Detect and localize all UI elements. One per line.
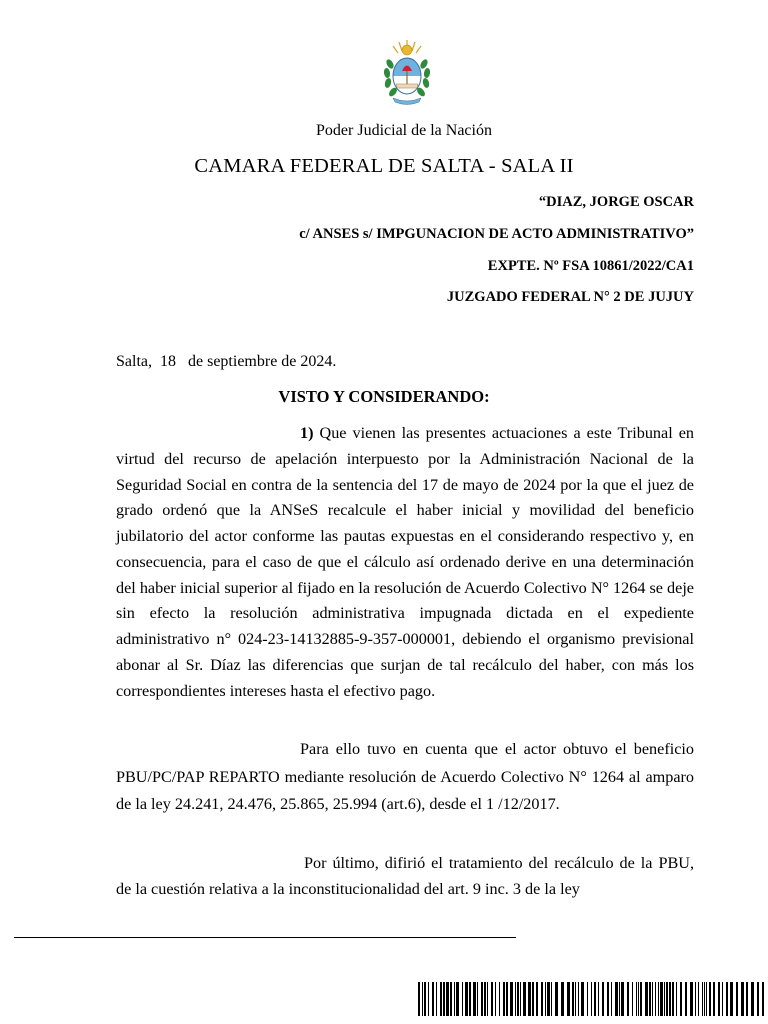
case-caption-subject: c/ ANSES s/ IMPGUNACION DE ACTO ADMINISTRATIVO” — [299, 226, 694, 242]
paragraph-1-text: Que vienen las presentes actuaciones a este Tribunal en virtud del recurso de apelación interpuesto por la Administración Nacional de la Seguridad Social en contra de la sentencia del 17 de mayo de 2024 por la que el juez de grado ordenó que la ANSeS recalcule el haber inicial y movilidad del beneficio jubilatorio del actor conforme las pautas expuestas en el considerando respectivo y, en consecuencia, para el caso de que el cálculo así ordenado derive en una determinación del haber inicial superior al fijado en la resolución de Acuerdo Colectivo N° 1264 se deje sin efecto la resolución administrativa impugnada dictada en el expediente administrativo n° 024-23-14132885-9-357-000001, debiendo el organismo previsional abonar al Sr. Díaz las diferencias que surjan de tal recálculo del haber, con más los correspondientes intereses hasta el efectivo pago. — [116, 424, 695, 700]
paragraph-1 — [116, 421, 694, 704]
originating-court: JUZGADO FEDERAL N° 2 DE JUJUY — [446, 289, 694, 305]
institution-name: Poder Judicial de la Nación — [316, 122, 492, 139]
case-file-number: EXPTE. Nº FSA 10861/2022/CA1 — [487, 258, 694, 274]
document-date: Salta, 18 de septiembre de 2024. — [116, 353, 337, 370]
case-caption-parties: “DIAZ, JORGE OSCAR — [538, 194, 694, 210]
barcode — [418, 982, 768, 1016]
paragraph-2: Para ello tuvo en cuenta que el actor obtuvo el beneficio PBU/PC/PAP REPARTO mediante resolución de Acuerdo Colectivo N° 1264 al amparo de la ley 24.241, 24.476, 25.865, 25.994 (art.6), desde el 1 /12/2017. — [116, 740, 694, 813]
footer-divider — [14, 937, 516, 938]
section-heading: VISTO Y CONSIDERANDO: — [278, 387, 490, 406]
court-name: CAMARA FEDERAL DE SALTA - SALA II — [194, 155, 574, 177]
paragraph-number: 1) — [300, 424, 314, 442]
paragraph-3: Por último, difirió el tratamiento del recálculo de la PBU, de la cuestión relativa a la inconstitucionalidad del art. 9 inc. 3 de la ley — [116, 854, 694, 898]
coat-of-arms-icon — [381, 38, 433, 110]
